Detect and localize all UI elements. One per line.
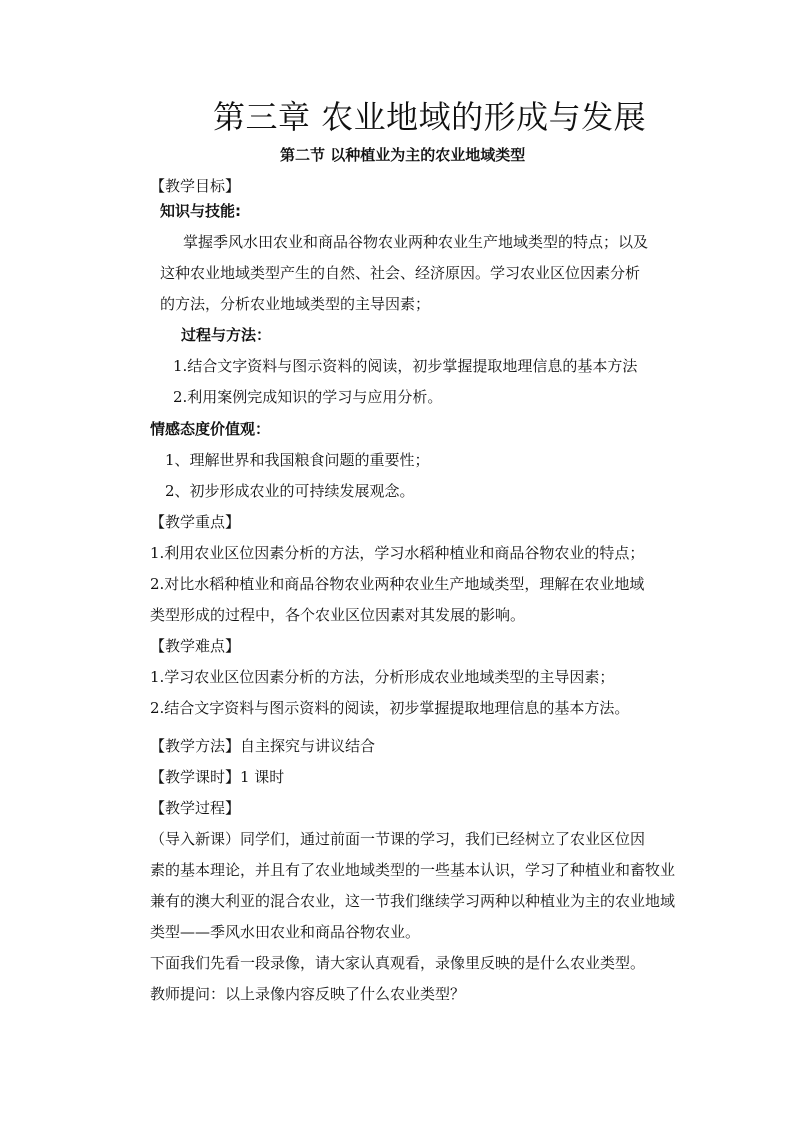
knowledge-line: 的方法，分析农业地域类型的主导因素；	[160, 295, 431, 313]
knowledge-line: 掌握季风水田农业和商品谷物农业两种农业生产地域类型的特点；以及	[183, 233, 649, 251]
process-paragraph-line: 类型——季风水田农业和商品谷物农业。	[150, 923, 421, 941]
teaching-hours: 【教学课时】1 课时	[150, 768, 285, 786]
section-title: 第二节 以种植业为主的农业地域类型	[280, 146, 526, 164]
process-paragraph-line: 教师提问：以上录像内容反映了什么农业类型？	[150, 985, 466, 1003]
difficulties-line: 2.结合文字资料与图示资料的阅读，初步掌握提取地理信息的基本方法。	[150, 699, 630, 717]
chapter-title: 第三章 农业地域的形成与发展	[213, 98, 647, 136]
key-points-line: 1.利用农业区位因素分析的方法，学习水稻种植业和商品谷物农业的特点；	[150, 544, 645, 562]
process-method-line: 2.利用案例完成知识的学习与应用分析。	[173, 388, 443, 406]
process-paragraph-line: 下面我们先看一段录像，请大家认真观看，录像里反映的是什么农业类型。	[150, 954, 646, 972]
emotion-line: 2、初步形成农业的可持续发展观念。	[165, 482, 415, 500]
key-points-line: 2.对比水稻种植业和商品谷物农业两种农业生产地域类型，理解在农业地域	[150, 575, 645, 593]
emotion-line: 1、理解世界和我国粮食问题的重要性；	[165, 451, 430, 469]
difficulties-line: 1.学习农业区位因素分析的方法，分析形成农业地域类型的主导因素；	[150, 668, 615, 686]
objectives-heading: 【教学目标】	[150, 177, 241, 195]
key-points-line: 类型形成的过程中，各个农业区位因素对其发展的影响。	[150, 606, 526, 624]
difficulties-heading: 【教学难点】	[150, 637, 241, 655]
teaching-method: 【教学方法】自主探究与讲议结合	[150, 737, 376, 755]
process-method-line: 1.结合文字资料与图示资料的阅读，初步掌握提取地理信息的基本方法	[173, 357, 638, 375]
knowledge-heading: 知识与技能:	[160, 202, 241, 220]
key-points-heading: 【教学重点】	[150, 513, 241, 531]
process-paragraph-line: （导入新课）同学们，通过前面一节课的学习，我们已经树立了农业区位因	[150, 830, 646, 848]
knowledge-line: 这种农业地域类型产生的自然、社会、经济原因。学习农业区位因素分析	[160, 264, 641, 282]
teaching-process-heading: 【教学过程】	[150, 799, 241, 817]
process-method-heading: 过程与方法：	[181, 326, 272, 344]
process-paragraph-line: 兼有的澳大利亚的混合农业，这一节我们继续学习两种以种植业为主的农业地域	[150, 892, 676, 910]
emotion-heading: 情感态度价值观：	[150, 420, 271, 438]
process-paragraph-line: 素的基本理论，并且有了农业地域类型的一些基本认识，学习了种植业和畜牧业	[150, 861, 676, 879]
